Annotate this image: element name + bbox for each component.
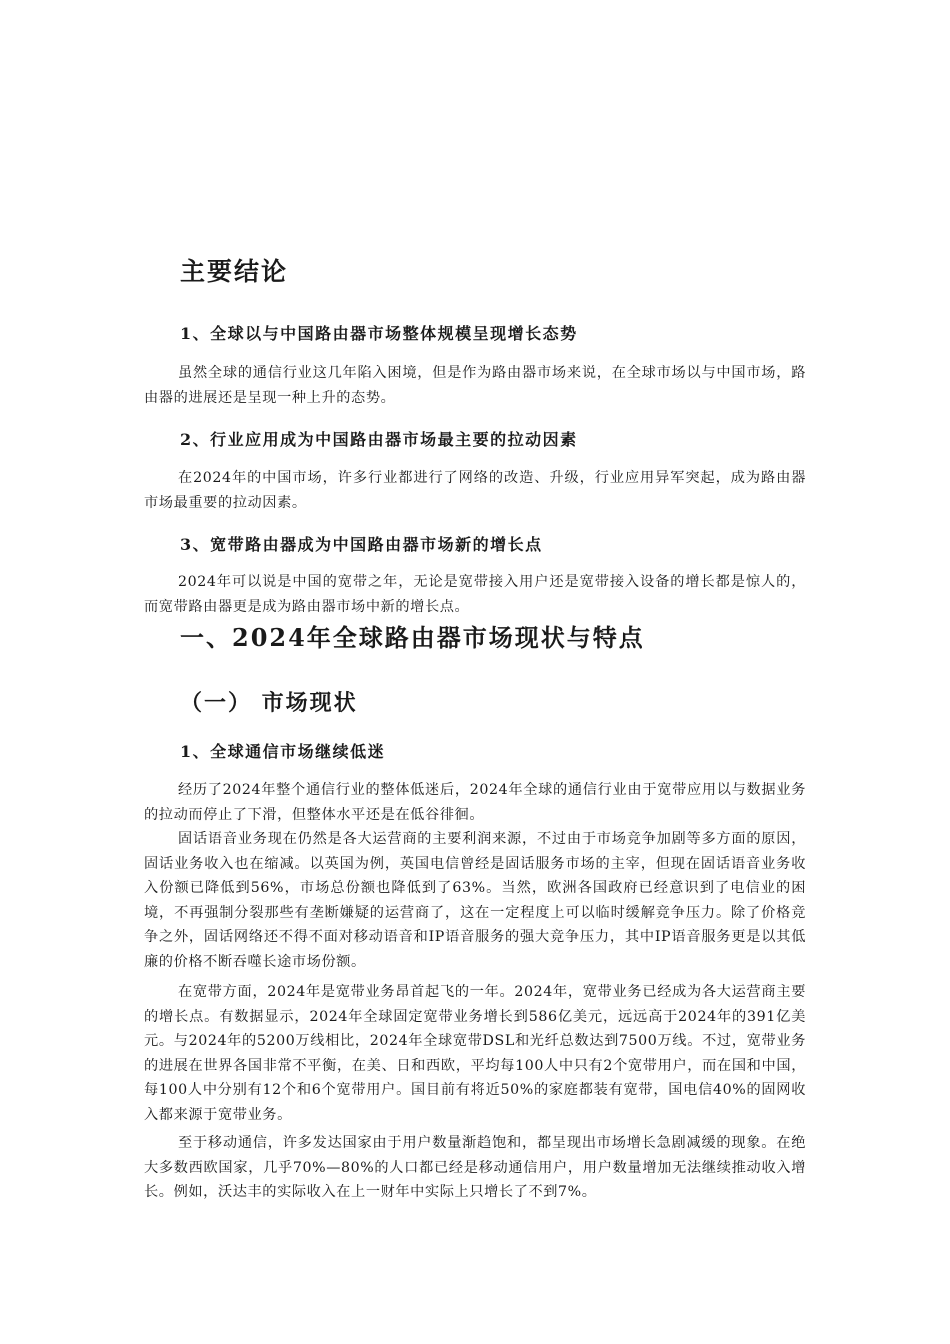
body-paragraph-4: 至于移动通信，许多发达国家由于用户数量渐趋饱和，都呈现出市场增长急剧减缓的现象。在绝大多数西欧国家，几乎70%—80%的人口都已经是移动通信用户，用户数量增加无法继续推动收入增长。例如，沃达丰的实际收入在上一财年中实际上只增长了不到7%。 xyxy=(144,1135,806,1200)
conclusion-3-heading: 3、宽带路由器成为中国路由器市场新的增长点 xyxy=(180,535,543,554)
conclusion-2-heading: 2、行业应用成为中国路由器市场最主要的拉动因素 xyxy=(180,430,578,449)
conclusion-1-heading: 1、全球以与中国路由器市场整体规模呈现增长态势 xyxy=(180,324,578,343)
conclusion-2-body: 在2024年的中国市场，许多行业都进行了网络的改造、升级，行业应用异军突起，成为路由器市场最重要的拉动因素。 xyxy=(144,470,806,511)
section-title: （一） 市场现状 xyxy=(180,690,358,716)
conclusion-3-body: 2024年可以说是中国的宽带之年，无论是宽带接入用户还是宽带接入设备的增长都是惊人的，而宽带路由器更是成为路由器市场中新的增长点。 xyxy=(144,574,806,615)
chapter-title: 一、2024年全球路由器市场现状与特点 xyxy=(180,623,645,652)
subsection-title: 1、全球通信市场继续低迷 xyxy=(180,742,386,761)
body-paragraph-1: 经历了2024年整个通信行业的整体低迷后，2024年全球的通信行业由于宽带应用以与数据业务的拉动而停止了下滑，但整体水平还是在低谷徘徊。 xyxy=(144,782,806,823)
body-paragraph-3: 在宽带方面，2024年是宽带业务昂首起飞的一年。2024年，宽带业务已经成为各大运营商主要的增长点。有数据显示，2024年全球固定宽带业务增长到586亿美元，远远高于2024年的391亿美元。与2024年的5200万线相比，2024年全球宽带DSL和光纤总数达到7500万线。不过，宽带业务的进展在世界各国非常不平衡，在美、日和西欧，平均每100人中只有2个宽带用户，而在国和中国，每100人中分别有12个和6个宽带用户。国目前有将近50%的家庭都装有宽带，国电信40%的固网收入都来源于宽带业务。 xyxy=(144,984,806,1123)
conclusions-title: 主要结论 xyxy=(180,257,289,286)
conclusion-1-body: 虽然全球的通信行业这几年陷入困境，但是作为路由器市场来说，在全球市场以与中国市场，路由器的进展还是呈现一种上升的态势。 xyxy=(144,365,806,406)
body-paragraph-2: 固话语音业务现在仍然是各大运营商的主要利润来源，不过由于市场竞争加剧等多方面的原因，固话业务收入也在缩减。以英国为例，英国电信曾经是固话服务市场的主宰，但现在固话语音业务收入份额已降低到56%，市场总份额也降低到了63%。当然，欧洲各国政府已经意识到了电信业的困境，不再强制分裂那些有垄断嫌疑的运营商了，这在一定程度上可以临时缓解竞争压力。除了价格竞争之外，固话网络还不得不面对移动语音和IP语音服务的强大竞争压力，其中IP语音服务更是以其低廉的价格不断吞噬长途市场份额。 xyxy=(144,831,806,970)
